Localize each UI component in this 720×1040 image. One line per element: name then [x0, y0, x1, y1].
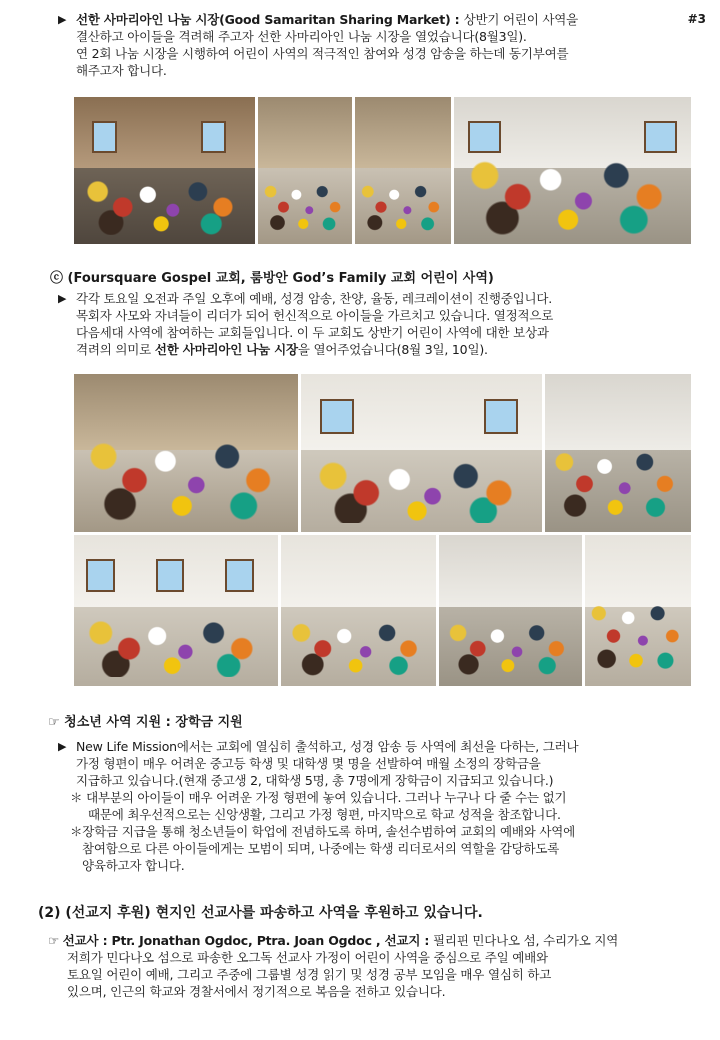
- churches-line-2: 목회자 사모와 자녀들이 리더가 되어 헌신적으로 아이들을 가르치고 있습니다. 열정적으로: [76, 308, 554, 323]
- market-photo: [454, 97, 691, 244]
- missionary-label: 선교사 : Ptr. Jonathan Ogdoc, Ptra. Joan Ogdoc , 선교지 :: [62, 933, 430, 948]
- youth-paragraph: [58, 738, 708, 874]
- missionary-line-3: 토요일 어린이 예배, 그리고 주중에 그룹별 성경 읽기 및 성경 공부 모임을 매우 열심히 하고: [67, 967, 552, 982]
- churches-line-4c: 을 열어주었습니다(8월 3일, 10일).: [297, 342, 488, 357]
- market-title-separator: :: [450, 12, 464, 27]
- youth-note-2c: 양육하고자 합니다.: [82, 858, 185, 873]
- church-photo: [585, 535, 691, 686]
- churches-heading: ⓒ (Foursquare Gospel 교회, 룸방안 God’s Family 교회 어린이 사역): [50, 271, 494, 286]
- church-photo: [545, 374, 691, 532]
- market-line-4: 해주고자 합니다.: [76, 63, 167, 78]
- youth-note-2b: 참여함으로 다른 아이들에게는 모범이 되며, 나중에는 학생 리더로서의 역할을 감당하도록: [82, 841, 560, 856]
- youth-note-2a: ＊장학금 지급을 통해 청소년들이 학업에 전념하도록 하며, 솔선수범하여 교회의 예배와 사역에: [70, 824, 576, 839]
- youth-heading: ☞ 청소년 사역 지원 : 장학금 지원: [48, 715, 243, 730]
- church-photo: [281, 535, 436, 686]
- market-photo: [74, 97, 255, 244]
- church-photo: [439, 535, 582, 686]
- market-photo: [258, 97, 352, 244]
- church-photo: [301, 374, 542, 532]
- church-photo: [74, 374, 298, 532]
- churches-paragraph: [58, 290, 708, 358]
- youth-line-1: New Life Mission에서는 교회에 열심히 출석하고, 성경 암송 등 사역에 최선을 다하는, 그러나: [76, 739, 579, 754]
- church-photo: [74, 535, 278, 686]
- market-line-2: 결산하고 아이들을 격려해 주고자 선한 사마리아인 나눔 시장을 열었습니다(8월3일).: [76, 29, 527, 44]
- market-text: 상반기 어린이 사역을: [463, 12, 579, 27]
- bullet-arrow: ▶: [58, 740, 67, 753]
- market-title: 선한 사마리아인 나눔 시장(Good Samaritan Sharing Market): [76, 12, 451, 27]
- market-photo-strip: [74, 97, 691, 244]
- market-paragraph: [58, 11, 708, 79]
- missionary-line-4: 있으며, 인근의 학교와 경찰서에서 정기적으로 복음을 전하고 있습니다.: [67, 984, 446, 999]
- bullet-arrow: ▶: [58, 13, 67, 26]
- missionary-heading: (2) (선교지 후원) 현지인 선교사를 파송하고 사역을 후원하고 있습니다.: [38, 905, 483, 921]
- church-photo-strip-bottom: [74, 535, 691, 686]
- market-line-3: 연 2회 나눔 시장을 시행하여 어린이 사역의 적극적인 참여와 성경 암송을 하는데 동기부여를: [76, 46, 569, 61]
- youth-note-1a: ＊ 대부분의 아이들이 매우 어려운 가정 형편에 놓여 있습니다. 그러나 누구나 다 줄 수는 없기: [70, 790, 567, 805]
- youth-line-2: 가정 형편이 매우 어려운 중고등 학생 및 대학생 몇 명을 선발하여 매월 소정의 장학금을: [76, 756, 541, 771]
- missionary-paragraph: [48, 932, 710, 1000]
- youth-note-1b: 때문에 최우선적으로는 신앙생활, 그리고 가정 형편, 마지막으로 학교 성적을 참조합니다.: [88, 807, 561, 822]
- bullet-arrow: ▶: [58, 292, 67, 305]
- churches-line-4a: 격려의 의미로: [76, 342, 155, 357]
- churches-line-3: 다음세대 사역에 참여하는 교회들입니다. 이 두 교회도 상반기 어린이 사역에 대한 보상과: [76, 325, 549, 340]
- churches-line-1: 각각 토요일 오전과 주일 오후에 예배, 성경 암송, 찬양, 율동, 레크레이션이 진행중입니다.: [76, 291, 553, 306]
- page-number: #3: [687, 12, 706, 26]
- churches-market-name: 선한 사마리아인 나눔 시장: [154, 342, 298, 357]
- market-photo: [355, 97, 451, 244]
- church-photo-strip-top: [74, 374, 691, 532]
- youth-line-3: 지급하고 있습니다.(현재 중고생 2, 대학생 5명, 총 7명에게 장학금이 지급되고 있습니다.): [76, 773, 554, 788]
- missionary-line-2: 저희가 민다나오 섬으로 파송한 오그독 선교사 가정이 어린이 사역을 중심으로 주일 예배와: [67, 950, 548, 965]
- pointer-icon: ☞: [48, 933, 60, 948]
- missionary-location: 필리핀 민다나오 섬, 수리가오 지역: [429, 933, 619, 948]
